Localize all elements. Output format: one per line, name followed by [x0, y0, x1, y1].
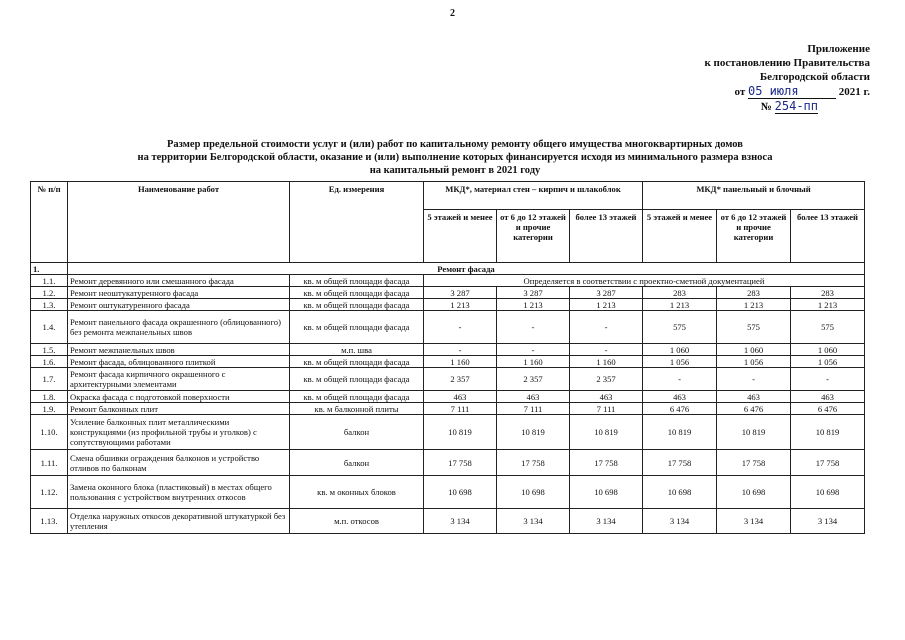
row-name: Отделка наружных откосов декоративной штукатуркой без утепления	[68, 509, 290, 534]
row-value: 1 060	[643, 344, 717, 356]
row-value: 3 134	[497, 509, 570, 534]
row-value: 283	[717, 287, 791, 299]
subheader: 5 этажей и менее	[643, 210, 717, 263]
row-value: 3 134	[424, 509, 497, 534]
row-num: 1.11.	[31, 450, 68, 476]
table-row	[31, 476, 865, 509]
header-unit: Ед. измерения	[290, 182, 424, 263]
row-unit: м.п. откосов	[290, 509, 424, 534]
row-value: 1 213	[717, 299, 791, 311]
row-value: 10 698	[717, 476, 791, 509]
row-value: 575	[717, 311, 791, 344]
row-name: Ремонт балконных плит	[68, 403, 290, 415]
row-value: -	[424, 311, 497, 344]
date-handwritten: 05 июля	[748, 84, 836, 99]
row-value: 1 213	[570, 299, 643, 311]
row-value: -	[570, 344, 643, 356]
row-num: 1.9.	[31, 403, 68, 415]
row-name: Смена обшивки ограждения балконов и устройство отливов по балконам	[68, 450, 290, 476]
row-value: 17 758	[424, 450, 497, 476]
row-value: 1 213	[643, 299, 717, 311]
row-name: Ремонт панельного фасада окрашенного (облицованного) без ремонта межпанельных швов	[68, 311, 290, 344]
row-value: 2 357	[570, 368, 643, 391]
table-row	[31, 415, 865, 450]
subheader: более 13 этажей	[570, 210, 643, 263]
row-name: Ремонт межпанельных швов	[68, 344, 290, 356]
row-num: 1.2.	[31, 287, 68, 299]
table-row	[31, 356, 865, 368]
appendix-resolution: к постановлению Правительства	[704, 57, 870, 69]
appendix-title: Приложение	[807, 43, 870, 55]
row-value: 3 287	[570, 287, 643, 299]
row-value: 1 213	[791, 299, 865, 311]
row-value: 463	[424, 391, 497, 403]
row-value: 6 476	[791, 403, 865, 415]
row-value: 283	[791, 287, 865, 299]
row-num: 1.6.	[31, 356, 68, 368]
row-num: 1.13.	[31, 509, 68, 534]
row-unit: кв. м общей площади фасада	[290, 275, 424, 287]
section-row	[31, 263, 865, 275]
row-num: 1.3.	[31, 299, 68, 311]
table-row	[31, 391, 865, 403]
row-value: 2 357	[424, 368, 497, 391]
row-value: 1 160	[497, 356, 570, 368]
table-row	[31, 368, 865, 391]
title-line-1: Размер предельной стоимости услуг и (или) работ по капитальному ремонту общего имущества многоквартирных домов	[167, 139, 743, 150]
row-num: 1.5.	[31, 344, 68, 356]
row-value: 3 287	[424, 287, 497, 299]
row-value: 6 476	[717, 403, 791, 415]
row-value: 1 160	[424, 356, 497, 368]
row-value: 7 111	[570, 403, 643, 415]
row-name: Ремонт фасада, облицованного плиткой	[68, 356, 290, 368]
row-unit: балкон	[290, 450, 424, 476]
header-name: Наименование работ	[68, 182, 290, 263]
row-value: 3 134	[643, 509, 717, 534]
row-value: 2 357	[497, 368, 570, 391]
row-value: -	[791, 368, 865, 391]
row-value: 463	[643, 391, 717, 403]
row-value: 10 819	[570, 415, 643, 450]
row-value: -	[570, 311, 643, 344]
row-value: 10 698	[643, 476, 717, 509]
row-value: 10 819	[717, 415, 791, 450]
row-value: 463	[717, 391, 791, 403]
row-name: Ремонт неоштукатуренного фасада	[68, 287, 290, 299]
row-value: 17 758	[497, 450, 570, 476]
row-unit: кв. м общей площади фасада	[290, 287, 424, 299]
row-value: 463	[570, 391, 643, 403]
row-value: -	[717, 368, 791, 391]
row-value: 463	[497, 391, 570, 403]
row-value: 17 758	[570, 450, 643, 476]
row-value: 3 287	[497, 287, 570, 299]
row-value: 10 819	[424, 415, 497, 450]
row-unit: м.п. шва	[290, 344, 424, 356]
row-value: 17 758	[717, 450, 791, 476]
row-value: 1 160	[570, 356, 643, 368]
section-num: 1.	[31, 263, 68, 275]
row-num: 1.4.	[31, 311, 68, 344]
date-suffix: 2021 г.	[838, 86, 870, 98]
appendix-region: Белгородской области	[759, 71, 870, 83]
row-num: 1.12.	[31, 476, 68, 509]
row-value: 575	[643, 311, 717, 344]
row-num: 1.10.	[31, 415, 68, 450]
header-num: № п/п	[31, 182, 68, 263]
appendix-date	[640, 84, 870, 99]
row-unit: кв. м общей площади фасада	[290, 311, 424, 344]
row-value: 10 698	[497, 476, 570, 509]
row-value: -	[497, 311, 570, 344]
row-name: Ремонт деревянного или смешанного фасада	[68, 275, 290, 287]
row-value: 10 819	[497, 415, 570, 450]
row-value: 1 056	[717, 356, 791, 368]
row-value: 17 758	[643, 450, 717, 476]
row-unit: кв. м общей площади фасада	[290, 368, 424, 391]
row-unit: кв. м оконных блоков	[290, 476, 424, 509]
row-num: 1.8.	[31, 391, 68, 403]
row-value: 1 060	[791, 344, 865, 356]
row-value: 1 056	[643, 356, 717, 368]
subheader: более 13 этажей	[791, 210, 865, 263]
row-value: 1 213	[497, 299, 570, 311]
row-unit: кв. м общей площади фасада	[290, 299, 424, 311]
row-value: 10 698	[570, 476, 643, 509]
row-value: -	[497, 344, 570, 356]
row-value: 1 213	[424, 299, 497, 311]
row-unit: кв. м общей площади фасада	[290, 391, 424, 403]
row-value: -	[424, 344, 497, 356]
row-value: 3 134	[791, 509, 865, 534]
table-row	[31, 311, 865, 344]
row-name: Замена оконного блока (пластиковый) в местах общего пользования с устройством внутренних откосов	[68, 476, 290, 509]
row-unit: балкон	[290, 415, 424, 450]
document-title	[60, 138, 850, 177]
table-row	[31, 344, 865, 356]
number-prefix: №	[760, 101, 772, 113]
row-name: Ремонт оштукатуренного фасада	[68, 299, 290, 311]
row-value: 7 111	[424, 403, 497, 415]
row-value: 10 698	[791, 476, 865, 509]
table-row	[31, 299, 865, 311]
section-title: Ремонт фасада	[68, 263, 865, 275]
page-number: 2	[450, 8, 455, 19]
title-line-3: на капитальный ремонт в 2021 году	[369, 165, 541, 176]
row-merged-note: Определяется в соответствии с проектно-сметной документацией	[424, 275, 865, 287]
row-value: 7 111	[497, 403, 570, 415]
subheader: от 6 до 12 этажей и прочие категории	[717, 210, 791, 263]
subheader: от 6 до 12 этажей и прочие категории	[497, 210, 570, 263]
row-unit: кв. м общей площади фасада	[290, 356, 424, 368]
row-num: 1.7.	[31, 368, 68, 391]
row-unit: кв. м балконной плиты	[290, 403, 424, 415]
row-value: 1 056	[791, 356, 865, 368]
row-value: 283	[643, 287, 717, 299]
row-value: 3 134	[717, 509, 791, 534]
row-value: 463	[791, 391, 865, 403]
number-handwritten: 254-пп	[774, 99, 818, 113]
row-value: 575	[791, 311, 865, 344]
header-group-brick: МКД*, материал стен – кирпич и шлакоблок	[424, 182, 643, 210]
row-num: 1.1.	[31, 275, 68, 287]
table-row	[31, 509, 865, 534]
table-row	[31, 275, 865, 287]
table-row	[31, 287, 865, 299]
row-value: 10 819	[643, 415, 717, 450]
row-value: 10 819	[791, 415, 865, 450]
header-group-panel: МКД* панельный и блочный	[643, 182, 865, 210]
row-value: 1 060	[717, 344, 791, 356]
subheader: 5 этажей и менее	[424, 210, 497, 263]
table-row	[31, 450, 865, 476]
row-name: Усиление балконных плит металлическими конструкциями (из профильной трубы и уголков) с сопутствующими работами	[68, 415, 290, 450]
title-line-2: на территории Белгородской области, оказание и (или) выполнение которых финансируется исходя из минимального размера взноса	[137, 152, 773, 163]
row-value: 6 476	[643, 403, 717, 415]
date-prefix: от	[734, 86, 746, 98]
cost-table	[30, 181, 865, 534]
row-name: Окраска фасада с подготовкой поверхности	[68, 391, 290, 403]
row-value: 10 698	[424, 476, 497, 509]
appendix-header	[640, 42, 870, 114]
appendix-number	[640, 99, 870, 114]
row-value: 3 134	[570, 509, 643, 534]
row-value: -	[643, 368, 717, 391]
table-row	[31, 403, 865, 415]
row-name: Ремонт фасада кирпичного окрашенного с архитектурными элементами	[68, 368, 290, 391]
row-value: 17 758	[791, 450, 865, 476]
